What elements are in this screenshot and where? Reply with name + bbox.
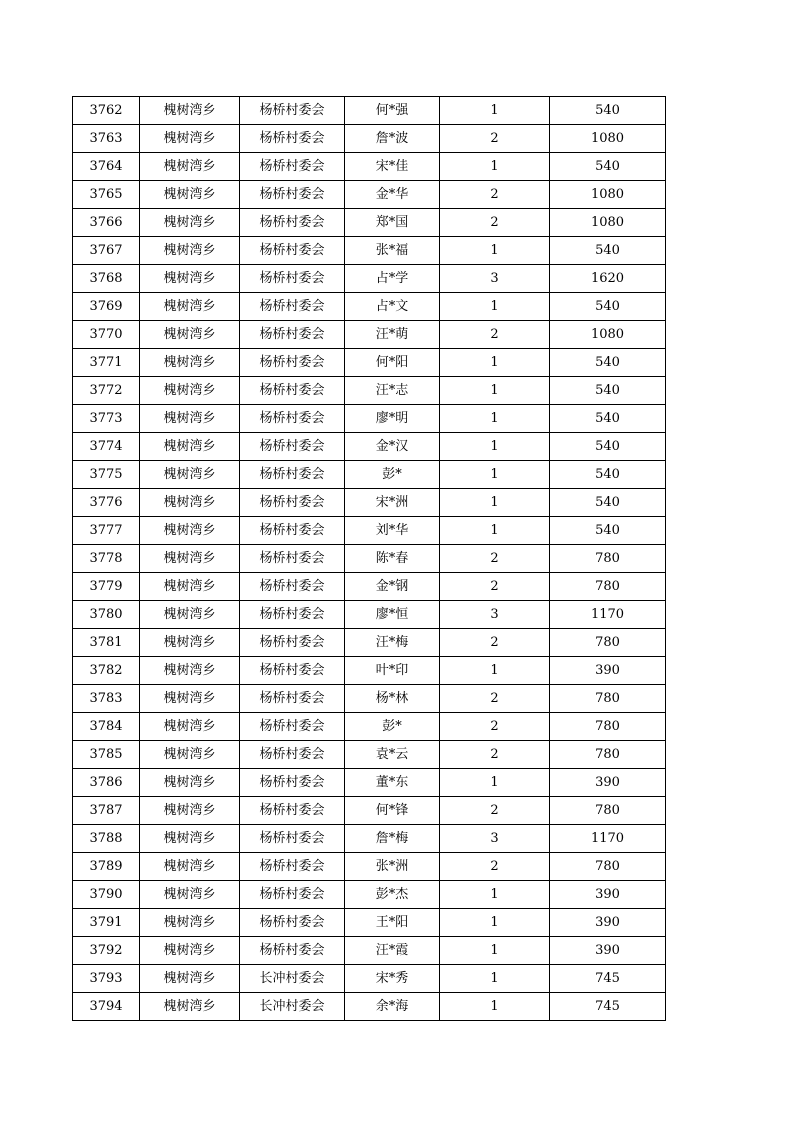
cell-amount: 540: [550, 349, 666, 377]
cell-person-count: 1: [440, 489, 550, 517]
cell-village-committee: 杨桥村委会: [240, 685, 345, 713]
cell-person-count: 1: [440, 657, 550, 685]
cell-amount: 540: [550, 237, 666, 265]
cell-name: 金*华: [345, 181, 440, 209]
cell-amount: 780: [550, 713, 666, 741]
cell-name: 汪*霞: [345, 937, 440, 965]
table-row: [73, 825, 666, 853]
cell-amount: 1620: [550, 265, 666, 293]
table-row: [73, 181, 666, 209]
cell-serial-number: 3777: [73, 517, 140, 545]
cell-person-count: 3: [440, 265, 550, 293]
cell-township: 槐树湾乡: [140, 97, 240, 125]
cell-village-committee: 杨桥村委会: [240, 321, 345, 349]
cell-township: 槐树湾乡: [140, 321, 240, 349]
cell-amount: 780: [550, 741, 666, 769]
cell-person-count: 1: [440, 461, 550, 489]
cell-village-committee: 杨桥村委会: [240, 881, 345, 909]
cell-amount: 390: [550, 769, 666, 797]
cell-serial-number: 3776: [73, 489, 140, 517]
table-row: [73, 405, 666, 433]
cell-township: 槐树湾乡: [140, 741, 240, 769]
cell-person-count: 1: [440, 405, 550, 433]
cell-name: 占*学: [345, 265, 440, 293]
cell-township: 槐树湾乡: [140, 517, 240, 545]
cell-name: 陈*春: [345, 545, 440, 573]
cell-name: 叶*印: [345, 657, 440, 685]
table-row: [73, 237, 666, 265]
table-row: [73, 965, 666, 993]
cell-township: 槐树湾乡: [140, 685, 240, 713]
table-row: [73, 97, 666, 125]
cell-name: 何*阳: [345, 349, 440, 377]
table-row: [73, 433, 666, 461]
cell-village-committee: 杨桥村委会: [240, 461, 345, 489]
table-row: [73, 909, 666, 937]
cell-amount: 540: [550, 517, 666, 545]
cell-township: 槐树湾乡: [140, 909, 240, 937]
cell-serial-number: 3781: [73, 629, 140, 657]
table-row: [73, 545, 666, 573]
cell-name: 金*钢: [345, 573, 440, 601]
cell-person-count: 1: [440, 377, 550, 405]
table-row: [73, 153, 666, 181]
cell-person-count: 2: [440, 797, 550, 825]
cell-village-committee: 杨桥村委会: [240, 209, 345, 237]
cell-township: 槐树湾乡: [140, 181, 240, 209]
cell-name: 余*海: [345, 993, 440, 1021]
table-row: [73, 993, 666, 1021]
cell-serial-number: 3771: [73, 349, 140, 377]
table-row: [73, 629, 666, 657]
cell-township: 槐树湾乡: [140, 629, 240, 657]
cell-village-committee: 杨桥村委会: [240, 545, 345, 573]
cell-serial-number: 3787: [73, 797, 140, 825]
cell-amount: 1080: [550, 125, 666, 153]
cell-amount: 390: [550, 909, 666, 937]
cell-name: 郑*国: [345, 209, 440, 237]
cell-name: 詹*波: [345, 125, 440, 153]
cell-township: 槐树湾乡: [140, 377, 240, 405]
cell-township: 槐树湾乡: [140, 461, 240, 489]
cell-name: 彭*: [345, 461, 440, 489]
cell-village-committee: 杨桥村委会: [240, 797, 345, 825]
cell-township: 槐树湾乡: [140, 797, 240, 825]
cell-serial-number: 3783: [73, 685, 140, 713]
cell-amount: 390: [550, 657, 666, 685]
cell-person-count: 1: [440, 937, 550, 965]
cell-amount: 745: [550, 993, 666, 1021]
cell-township: 槐树湾乡: [140, 125, 240, 153]
table-body: [73, 97, 666, 1021]
cell-village-committee: 杨桥村委会: [240, 153, 345, 181]
cell-serial-number: 3768: [73, 265, 140, 293]
cell-village-committee: 杨桥村委会: [240, 489, 345, 517]
cell-township: 槐树湾乡: [140, 489, 240, 517]
cell-serial-number: 3779: [73, 573, 140, 601]
cell-township: 槐树湾乡: [140, 657, 240, 685]
cell-village-committee: 杨桥村委会: [240, 517, 345, 545]
cell-name: 汪*志: [345, 377, 440, 405]
cell-township: 槐树湾乡: [140, 881, 240, 909]
cell-amount: 540: [550, 405, 666, 433]
cell-person-count: 2: [440, 321, 550, 349]
cell-serial-number: 3769: [73, 293, 140, 321]
table-row: [73, 881, 666, 909]
data-table: [72, 96, 666, 1021]
table-row: [73, 377, 666, 405]
cell-village-committee: 杨桥村委会: [240, 265, 345, 293]
table-row: [73, 265, 666, 293]
cell-amount: 745: [550, 965, 666, 993]
cell-amount: 780: [550, 685, 666, 713]
table-row: [73, 797, 666, 825]
table-row: [73, 853, 666, 881]
cell-serial-number: 3770: [73, 321, 140, 349]
cell-name: 廖*明: [345, 405, 440, 433]
cell-township: 槐树湾乡: [140, 349, 240, 377]
cell-village-committee: 杨桥村委会: [240, 237, 345, 265]
cell-amount: 540: [550, 97, 666, 125]
cell-person-count: 1: [440, 293, 550, 321]
cell-person-count: 1: [440, 97, 550, 125]
cell-person-count: 1: [440, 349, 550, 377]
cell-serial-number: 3786: [73, 769, 140, 797]
cell-person-count: 2: [440, 573, 550, 601]
cell-serial-number: 3782: [73, 657, 140, 685]
cell-township: 槐树湾乡: [140, 993, 240, 1021]
cell-village-committee: 杨桥村委会: [240, 713, 345, 741]
cell-person-count: 2: [440, 713, 550, 741]
cell-village-committee: 杨桥村委会: [240, 349, 345, 377]
cell-village-committee: 杨桥村委会: [240, 741, 345, 769]
cell-village-committee: 杨桥村委会: [240, 657, 345, 685]
cell-serial-number: 3772: [73, 377, 140, 405]
cell-name: 彭*: [345, 713, 440, 741]
cell-amount: 1080: [550, 321, 666, 349]
table-row: [73, 349, 666, 377]
cell-serial-number: 3764: [73, 153, 140, 181]
cell-village-committee: 杨桥村委会: [240, 405, 345, 433]
cell-village-committee: 杨桥村委会: [240, 97, 345, 125]
cell-village-committee: 杨桥村委会: [240, 293, 345, 321]
cell-person-count: 2: [440, 125, 550, 153]
cell-amount: 540: [550, 489, 666, 517]
cell-person-count: 2: [440, 181, 550, 209]
cell-amount: 540: [550, 461, 666, 489]
cell-name: 王*阳: [345, 909, 440, 937]
cell-name: 刘*华: [345, 517, 440, 545]
cell-name: 何*强: [345, 97, 440, 125]
cell-township: 槐树湾乡: [140, 237, 240, 265]
cell-township: 槐树湾乡: [140, 937, 240, 965]
cell-amount: 1170: [550, 825, 666, 853]
cell-person-count: 1: [440, 237, 550, 265]
cell-name: 廖*恒: [345, 601, 440, 629]
table-row: [73, 209, 666, 237]
cell-serial-number: 3773: [73, 405, 140, 433]
table-row: [73, 713, 666, 741]
cell-name: 詹*梅: [345, 825, 440, 853]
cell-person-count: 2: [440, 209, 550, 237]
cell-name: 张*洲: [345, 853, 440, 881]
table-row: [73, 657, 666, 685]
cell-serial-number: 3785: [73, 741, 140, 769]
cell-serial-number: 3763: [73, 125, 140, 153]
cell-amount: 780: [550, 853, 666, 881]
cell-village-committee: 杨桥村委会: [240, 769, 345, 797]
cell-serial-number: 3778: [73, 545, 140, 573]
cell-amount: 780: [550, 573, 666, 601]
cell-serial-number: 3784: [73, 713, 140, 741]
cell-township: 槐树湾乡: [140, 769, 240, 797]
table-row: [73, 461, 666, 489]
table-row: [73, 769, 666, 797]
cell-amount: 390: [550, 937, 666, 965]
cell-village-committee: 长冲村委会: [240, 993, 345, 1021]
cell-amount: 1080: [550, 181, 666, 209]
cell-village-committee: 长冲村委会: [240, 965, 345, 993]
cell-village-committee: 杨桥村委会: [240, 601, 345, 629]
cell-serial-number: 3793: [73, 965, 140, 993]
cell-name: 何*锋: [345, 797, 440, 825]
table-row: [73, 489, 666, 517]
cell-person-count: 1: [440, 517, 550, 545]
cell-serial-number: 3792: [73, 937, 140, 965]
cell-serial-number: 3766: [73, 209, 140, 237]
table-row: [73, 741, 666, 769]
table-row: [73, 601, 666, 629]
cell-serial-number: 3775: [73, 461, 140, 489]
cell-name: 袁*云: [345, 741, 440, 769]
cell-township: 槐树湾乡: [140, 153, 240, 181]
cell-village-committee: 杨桥村委会: [240, 181, 345, 209]
cell-name: 宋*洲: [345, 489, 440, 517]
table-row: [73, 517, 666, 545]
cell-township: 槐树湾乡: [140, 433, 240, 461]
cell-serial-number: 3774: [73, 433, 140, 461]
cell-person-count: 3: [440, 825, 550, 853]
cell-village-committee: 杨桥村委会: [240, 853, 345, 881]
cell-name: 占*文: [345, 293, 440, 321]
cell-person-count: 2: [440, 629, 550, 657]
cell-serial-number: 3790: [73, 881, 140, 909]
cell-township: 槐树湾乡: [140, 965, 240, 993]
cell-person-count: 2: [440, 545, 550, 573]
cell-person-count: 1: [440, 965, 550, 993]
cell-serial-number: 3767: [73, 237, 140, 265]
cell-person-count: 1: [440, 909, 550, 937]
cell-township: 槐树湾乡: [140, 545, 240, 573]
table-row: [73, 685, 666, 713]
cell-name: 董*东: [345, 769, 440, 797]
cell-name: 张*福: [345, 237, 440, 265]
cell-name: 宋*佳: [345, 153, 440, 181]
cell-village-committee: 杨桥村委会: [240, 937, 345, 965]
cell-person-count: 2: [440, 741, 550, 769]
cell-township: 槐树湾乡: [140, 209, 240, 237]
cell-person-count: 1: [440, 433, 550, 461]
table-row: [73, 293, 666, 321]
cell-serial-number: 3765: [73, 181, 140, 209]
cell-name: 金*汉: [345, 433, 440, 461]
cell-amount: 780: [550, 545, 666, 573]
cell-person-count: 2: [440, 685, 550, 713]
cell-township: 槐树湾乡: [140, 601, 240, 629]
cell-amount: 390: [550, 881, 666, 909]
cell-township: 槐树湾乡: [140, 573, 240, 601]
cell-amount: 1170: [550, 601, 666, 629]
cell-person-count: 1: [440, 153, 550, 181]
cell-village-committee: 杨桥村委会: [240, 377, 345, 405]
cell-amount: 540: [550, 293, 666, 321]
cell-amount: 540: [550, 153, 666, 181]
cell-name: 汪*梅: [345, 629, 440, 657]
cell-township: 槐树湾乡: [140, 713, 240, 741]
cell-name: 宋*秀: [345, 965, 440, 993]
cell-person-count: 1: [440, 769, 550, 797]
cell-name: 杨*林: [345, 685, 440, 713]
cell-township: 槐树湾乡: [140, 265, 240, 293]
cell-serial-number: 3791: [73, 909, 140, 937]
table-row: [73, 937, 666, 965]
cell-person-count: 1: [440, 881, 550, 909]
table-row: [73, 573, 666, 601]
cell-amount: 540: [550, 433, 666, 461]
cell-village-committee: 杨桥村委会: [240, 629, 345, 657]
cell-amount: 780: [550, 629, 666, 657]
cell-person-count: 2: [440, 853, 550, 881]
cell-amount: 540: [550, 377, 666, 405]
cell-township: 槐树湾乡: [140, 405, 240, 433]
cell-serial-number: 3762: [73, 97, 140, 125]
cell-name: 彭*杰: [345, 881, 440, 909]
table-row: [73, 321, 666, 349]
cell-township: 槐树湾乡: [140, 853, 240, 881]
cell-serial-number: 3780: [73, 601, 140, 629]
cell-village-committee: 杨桥村委会: [240, 573, 345, 601]
cell-village-committee: 杨桥村委会: [240, 433, 345, 461]
cell-person-count: 3: [440, 601, 550, 629]
cell-serial-number: 3789: [73, 853, 140, 881]
cell-person-count: 1: [440, 993, 550, 1021]
table-row: [73, 125, 666, 153]
cell-name: 汪*萌: [345, 321, 440, 349]
cell-serial-number: 3788: [73, 825, 140, 853]
cell-township: 槐树湾乡: [140, 825, 240, 853]
cell-amount: 1080: [550, 209, 666, 237]
cell-serial-number: 3794: [73, 993, 140, 1021]
cell-amount: 780: [550, 797, 666, 825]
cell-village-committee: 杨桥村委会: [240, 909, 345, 937]
cell-village-committee: 杨桥村委会: [240, 825, 345, 853]
cell-village-committee: 杨桥村委会: [240, 125, 345, 153]
cell-township: 槐树湾乡: [140, 293, 240, 321]
